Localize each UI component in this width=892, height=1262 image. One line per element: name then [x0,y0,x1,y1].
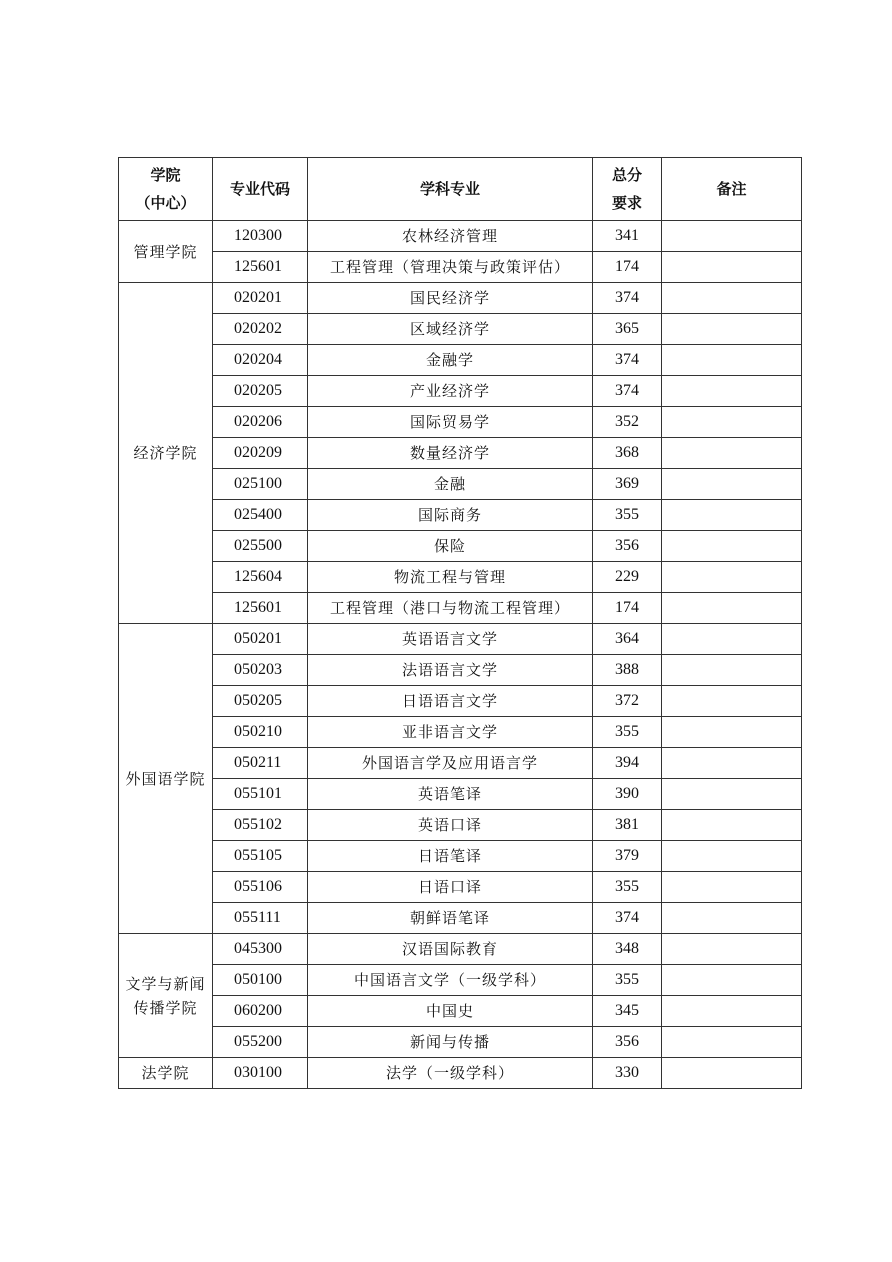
table-row [119,717,802,748]
major-cell: 工程管理（管理决策与政策评估） [308,252,593,283]
table-row [119,562,802,593]
note-cell [662,903,802,934]
score-cell: 368 [593,438,662,469]
code-cell: 050211 [213,748,308,779]
header-college-line2: （中心） [135,194,196,212]
score-cell: 341 [593,221,662,252]
major-cell: 区域经济学 [308,314,593,345]
table-row [119,407,802,438]
header-score-line2: 要求 [611,194,642,212]
table-row [119,1027,802,1058]
score-cell: 374 [593,283,662,314]
code-cell: 125601 [213,252,308,283]
table-row [119,469,802,500]
score-cell: 364 [593,624,662,655]
table-row [119,748,802,779]
note-cell [662,717,802,748]
note-cell [662,562,802,593]
note-cell [662,810,802,841]
score-cell: 355 [593,717,662,748]
code-cell: 050203 [213,655,308,686]
major-cell: 中国语言文学（一级学科） [308,965,593,996]
score-cell: 394 [593,748,662,779]
header-row [119,158,802,221]
table-row [119,500,802,531]
note-cell [662,934,802,965]
score-cell: 174 [593,252,662,283]
table-row [119,1058,802,1089]
score-cell: 381 [593,810,662,841]
table-row [119,996,802,1027]
note-cell [662,996,802,1027]
note-cell [662,500,802,531]
score-cell: 330 [593,1058,662,1089]
score-cell: 352 [593,407,662,438]
score-cell: 390 [593,779,662,810]
note-cell [662,872,802,903]
major-cell: 国际商务 [308,500,593,531]
college-name-line: 外国语学院 [125,769,206,788]
score-cell: 372 [593,686,662,717]
college-name-line: 法学院 [141,1064,190,1082]
major-cell: 工程管理（港口与物流工程管理） [308,593,593,624]
major-cell: 法学（一级学科） [308,1058,593,1089]
code-cell: 055111 [213,903,308,934]
header-major: 学科专业 [308,158,593,221]
major-cell: 金融 [308,469,593,500]
major-cell: 日语口译 [308,872,593,903]
college-cell [119,221,213,283]
note-cell [662,438,802,469]
note-cell [662,221,802,252]
major-cell: 新闻与传播 [308,1027,593,1058]
note-cell [662,1058,802,1089]
note-cell [662,345,802,376]
score-requirements-table [118,157,802,1089]
code-cell: 050205 [213,686,308,717]
score-cell: 374 [593,345,662,376]
note-cell [662,283,802,314]
score-cell: 345 [593,996,662,1027]
code-cell: 050201 [213,624,308,655]
table-row [119,252,802,283]
code-cell: 025400 [213,500,308,531]
score-cell: 355 [593,500,662,531]
score-cell: 355 [593,872,662,903]
score-cell: 374 [593,903,662,934]
header-college-line1: 学院 [150,166,181,184]
major-cell: 亚非语言文学 [308,717,593,748]
score-cell: 379 [593,841,662,872]
code-cell: 025500 [213,531,308,562]
header-score [593,158,662,221]
header-score-line1: 总分 [611,166,642,184]
major-cell: 日语笔译 [308,841,593,872]
table-row [119,903,802,934]
table-row [119,376,802,407]
code-cell: 025100 [213,469,308,500]
code-cell: 055200 [213,1027,308,1058]
code-cell: 055102 [213,810,308,841]
college-name-line: 传播学院 [133,998,198,1017]
major-cell: 英语笔译 [308,779,593,810]
header-note: 备注 [662,158,802,221]
note-cell [662,407,802,438]
score-cell: 369 [593,469,662,500]
major-cell: 法语语言文学 [308,655,593,686]
score-cell: 174 [593,593,662,624]
table-header [119,158,802,221]
major-cell: 国际贸易学 [308,407,593,438]
note-cell [662,531,802,562]
table-row [119,810,802,841]
code-cell: 020205 [213,376,308,407]
table-row [119,872,802,903]
major-cell: 农林经济管理 [308,221,593,252]
college-cell [119,1058,213,1089]
note-cell [662,655,802,686]
score-cell: 388 [593,655,662,686]
code-cell: 050210 [213,717,308,748]
table-row [119,779,802,810]
note-cell [662,748,802,779]
note-cell [662,593,802,624]
table-row [119,314,802,345]
code-cell: 020202 [213,314,308,345]
table-body [119,221,802,1089]
table-row [119,283,802,314]
college-name-line: 经济学院 [133,444,198,462]
header-college [119,158,213,221]
header-code: 专业代码 [213,158,308,221]
score-cell: 348 [593,934,662,965]
note-cell [662,469,802,500]
score-cell: 365 [593,314,662,345]
major-cell: 国民经济学 [308,283,593,314]
code-cell: 020206 [213,407,308,438]
note-cell [662,779,802,810]
college-name-line: 文学与新闻 [125,974,206,993]
major-cell: 产业经济学 [308,376,593,407]
note-cell [662,686,802,717]
note-cell [662,314,802,345]
table-row [119,345,802,376]
code-cell: 120300 [213,221,308,252]
code-cell: 125604 [213,562,308,593]
note-cell [662,965,802,996]
note-cell [662,841,802,872]
college-name-line: 管理学院 [133,242,198,261]
major-cell: 数量经济学 [308,438,593,469]
table-row [119,934,802,965]
code-cell: 060200 [213,996,308,1027]
code-cell: 020201 [213,283,308,314]
major-cell: 保险 [308,531,593,562]
code-cell: 020204 [213,345,308,376]
score-cell: 355 [593,965,662,996]
table-row [119,593,802,624]
table-row [119,965,802,996]
note-cell [662,624,802,655]
code-cell: 050100 [213,965,308,996]
college-cell [119,624,213,934]
code-cell: 055101 [213,779,308,810]
score-cell: 356 [593,1027,662,1058]
major-cell: 中国史 [308,996,593,1027]
table-row [119,686,802,717]
table-row [119,438,802,469]
major-cell: 金融学 [308,345,593,376]
code-cell: 125601 [213,593,308,624]
score-cell: 356 [593,531,662,562]
code-cell: 055105 [213,841,308,872]
table-row [119,655,802,686]
note-cell [662,376,802,407]
score-cell: 374 [593,376,662,407]
table-row [119,624,802,655]
code-cell: 030100 [213,1058,308,1089]
major-cell: 外国语言学及应用语言学 [308,748,593,779]
college-cell [119,283,213,624]
college-cell [119,934,213,1058]
score-cell: 229 [593,562,662,593]
table-row [119,841,802,872]
code-cell: 055106 [213,872,308,903]
table-row [119,221,802,252]
code-cell: 045300 [213,934,308,965]
major-cell: 日语语言文学 [308,686,593,717]
major-cell: 英语口译 [308,810,593,841]
major-cell: 汉语国际教育 [308,934,593,965]
major-cell: 物流工程与管理 [308,562,593,593]
major-cell: 英语语言文学 [308,624,593,655]
table-row [119,531,802,562]
major-cell: 朝鲜语笔译 [308,903,593,934]
code-cell: 020209 [213,438,308,469]
note-cell [662,1027,802,1058]
note-cell [662,252,802,283]
